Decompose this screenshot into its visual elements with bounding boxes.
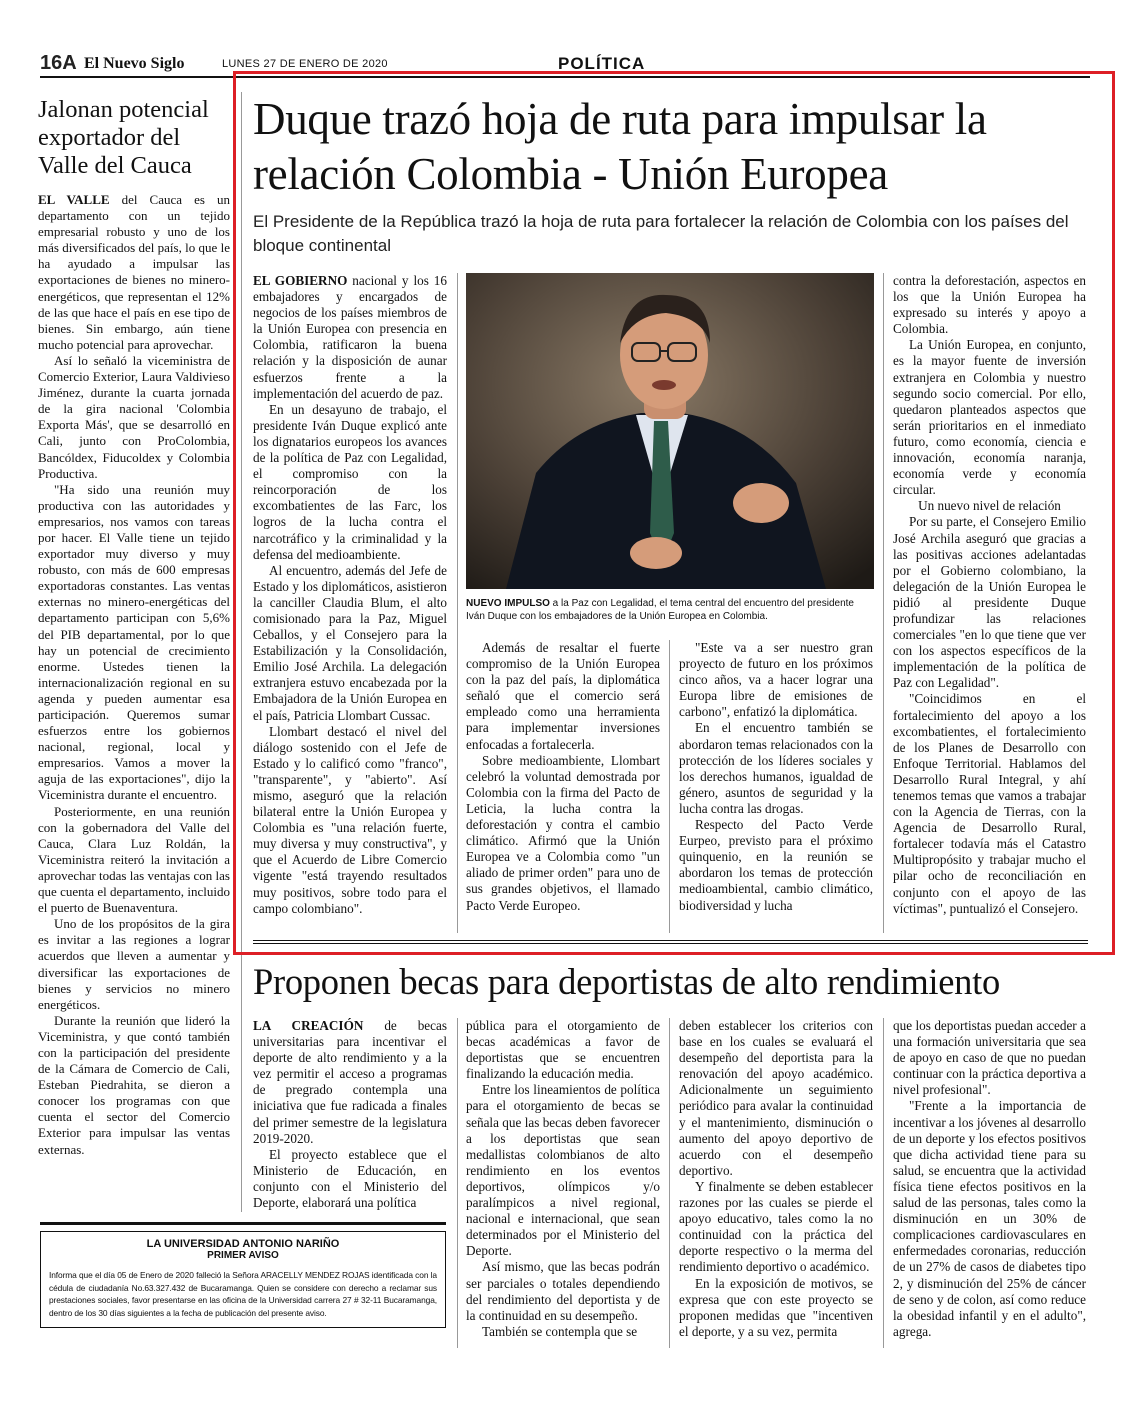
left-article-lead: EL VALLE — [38, 192, 110, 207]
left-article — [38, 96, 230, 1158]
section-name: POLÍTICA — [558, 54, 646, 73]
feature-column-1: EL GOBIERNO nacional y los 16 embajadores y encargados de negocios de los países miembros de la Unión Europea con presencia en Colombia, ratificaron la buena relación y la disposición de aunar esfuerzos frente a la implementación del acuerdo de paz. En un desayuno de trabajo, el presidente Iván Duque explicó ante los dignatarios europeos los avances de la política de Paz con Legalidad, el compromiso con la reincorporación de los excombatientes de las Farc, los logros de la lucha contra el narcotráfico y la criminalidad y la defensa del medioambiente. Al encuentro, además del Jefe de Estado y los diplomáticos, asistieron la canciller Claudia Blum, el alto comisionado para la Paz, Miguel Ceballos, y el Consejero para la Estabilización y la Consolidación, Emilio José Archila. La delegación extranjera estuvo encabezada por la Embajadora de la Unión Europea en el país, Patricia Llombart Cussac. Llombart destacó el nivel del diálogo sostenido con el Jefe de Estado y lo calificó como "franco", "transparente", y "abierto". Así mismo, aseguró que la relación bilateral entre la Unión Europea y Colombia es "una relación fuerte, muy diversa y muy constructiva", y que el Acuerdo de Libre Comercio vigente "está trayendo resultados muy positivos, sobre todo para el campo colombiano". — [253, 273, 447, 916]
notice-top-rule — [40, 1222, 446, 1225]
page-number: 16A — [40, 52, 77, 74]
left-article-paragraph: "Ha sido una reunión muy productiva con las autoridades y empresarios, nos vamos con tareas por hacer. El Valle tiene un tejido exportador muy diverso y muy robusto, con más de 600 empresas exportadoras constantes. Las ventas externas no minero-energéticas del departamento participan con 5,6% del PIB departamental, por lo que hay un potencial de crecimiento enorme. Ustedes tienen la internacionalización regional en su agenda y pueden aumentar esa participación. Queremos sumar esfuerzos entre los gobiernos nacional, regional, local y empresarios. Vamos a mover la aguja de las exportaciones", dijo la Viceministra durante el encuentro. — [38, 481, 230, 803]
obituary-notice — [40, 1222, 446, 1328]
feature-title: Duque trazó hoja de ruta para impulsar la relación Colombia - Unión Europea — [253, 94, 987, 199]
column-divider — [457, 1018, 458, 1348]
feature-subtitle: El Presidente de la República trazó la hoja de ruta para fortalecer la relación de Colombia con los países del bloque continental — [253, 212, 1069, 255]
left-article-paragraph: Durante la reunión que lideró la Viceministra, y que contó también con la participación del presidente de la Cámara de Comercio de Cali, Esteban Piedrahita, se dieron a conocer los programas con que cuenta el sector del Comercio Exterior para impulsar las ventas externas. — [38, 1012, 230, 1157]
feature-column-2: Además de resaltar el fuerte compromiso de la Unión Europea con la paz del país, la diplomática señaló que el comercio será empleado como una herramienta para implementar inversiones enfocadas a fortalecerla. Sobre medioambiente, Llombart celebró la voluntad demostrada por Colombia con la firma del Pacto de Leticia, la lucha contra la deforestación y contra el cambio climático. Afirmó que la Unión Europea ve a Colombia como "un aliado de primer orden" para uno de sus grandes objetivos, el llamado Pacto Verde Europeo. — [466, 640, 660, 913]
second-column-4: que los deportistas puedan acceder a una formación universitaria que sea de apoyo en caso de que no puedan continuar con la práctica deportiva a nivel profesional". "Frente a la importancia de incentivar a los jóvenes al desarrollo de un deporte y los efectos positivos que dicha actividad tiene para su salud, se encuentra que la actividad física tiene efectos positivos en la salud de las personas, tales como la disminución en un 30% de complicaciones cardiovasculares en enfermedades coronarias, reducción de un 27% de casos de diabetes tipo 2, y disminución del 25% de cáncer de seno y de colon, así como reduce la obesidad infantil y en el adulto", agrega. — [893, 1018, 1086, 1339]
feature-column-3: "Este va a ser nuestro gran proyecto de futuro en los próximos cinco años, va a hacer lograr una Europa libre de emisiones de carbono", enfatizó la diplomática. En el encuentro también se abordaron temas relacionados con la protección de los líderes sociales y los derechos humanos, igualdad de género, asuntos de seguridad y la lucha contra las drogas. Respecto del Pacto Verde Eurpeo, previsto para el próximo quinquenio, en la reunión se abordaron los temas de protección medioambiental, cambio climático, biodiversidad y lucha — [679, 640, 873, 913]
issue-date: LUNES 27 DE ENERO DE 2020 — [222, 58, 388, 70]
second-column-3: deben establecer los criterios con base en los cuales se evaluará el desempeño del deportista para la renovación del apoyo académico. Adicionalmente un seguimiento periódico para avalar la continuidad y el mantenimiento, disminución o aumento del apoyo deportivo de acuerdo con el desempeño deportivo. Y finalmente se deben establecer razones por las cuales se pierde el apoyo educativo, tales como la no continuidad con la práctica del deporte respectivo o la merma del rendimiento deportivo o académico. En la exposición de motivos, se expresa que con este proyecto se proponen medidas que "incentiven el deporte, y a su vez, permita — [679, 1018, 873, 1339]
highlight-frame — [233, 71, 1115, 955]
notice-subtitle: PRIMER AVISO — [207, 1250, 279, 1261]
notice-title: LA UNIVERSIDAD ANTONIO NARIÑO — [146, 1238, 340, 1250]
caption-lead: NUEVO IMPULSO — [466, 598, 550, 609]
left-article-title: Jalonan potencial exportador del Valle del Cauca — [38, 96, 209, 179]
left-article-paragraph: Posteriormente, en una reunión con la gobernadora del Valle del Cauca, Clara Luz Roldán, la Viceministra reiteró la invitación a aprovechar todas las ventajas con las que cuenta el departamento, incluido el puerto de Buenaventura. — [38, 803, 230, 916]
notice-text: Informa que el día 05 de Enero de 2020 falleció la Señora ARACELLY MENDEZ ROJAS identificada con la cédula de ciudadanía No.63.327.432 de Bucaramanga. Quien se considere con derecho a reclamar sus prestaciones sociales, favor presentarse en las oficina de la Universidad carrera 27 # 32-11 Bucaramanga, dentro de los 30 días siguientes a la fecha de publicación del presente aviso. — [49, 1270, 437, 1318]
second-column-2: pública para el otorgamiento de becas académicas a favor de deportistas que se encuentren finalizando la educación media. Entre los lineamientos de política para el otorgamiento de becas se señala que las becas deben favorecer a los deportistas que sean medallistas colombianos de alto rendimiento en los eventos deportivos, olímpicos y/o paralímpicos a nivel regional, nacional e internacional, que sean determinados por el Ministerio del Deporte. Así mismo, que las becas podrán ser parciales o totales dependiendo del rendimiento del deportista y de la continuidad en su desempeño. También se contempla que se — [466, 1018, 660, 1339]
second-article-lead: LA CREACIÓN — [253, 1018, 364, 1033]
left-article-paragraph: EL VALLE del Cauca es un departamento con un tejido empresarial robusto y uno de los más diversificados del país, lo que le ha ayudado a impulsar las exportaciones de bienes no minero-energéticos, que representan el 12% de las que hace el país en ese tipo de bienes. Sin embargo, aún tiene mucho potencial para aprovechar. — [38, 192, 230, 352]
second-article-title: Proponen becas para deportistas de alto rendimiento — [253, 961, 1000, 1002]
feature-subhead: Un nuevo nivel de relación — [918, 498, 1061, 514]
left-article-paragraph: Uno de los propósitos de la gira es invitar a las regiones a lograr acuerdos que lleven a aumentar y diversificar las exportaciones de bienes y servicios no minero energéticos. — [38, 916, 230, 1012]
feature-lead: EL GOBIERNO — [253, 273, 348, 288]
newspaper-name: El Nuevo Siglo — [84, 55, 185, 72]
second-column-1: LA CREACIÓN de becas universitarias para incentivar el deporte de alto rendimiento y a la vez permitir el acceso a programas de pregrado contempla una iniciativa que fue radicada a finales del primer semestre de la legislatura 2019-2020. El proyecto establece que el Ministerio de Educación, en conjunto con el Ministerio del Deporte, elaborará una política — [253, 1018, 447, 1211]
notice-box — [40, 1231, 446, 1328]
photo-caption: NUEVO IMPULSO a la Paz con Legalidad, el tema central del encuentro del presidente Iván Duque con los embajadores de la Unión Europea en Colombia. — [466, 598, 854, 622]
column-divider — [669, 1018, 670, 1348]
column-divider — [883, 1018, 884, 1348]
left-article-paragraph: Así lo señaló la viceministra de Comercio Exterior, Laura Valdivieso Jiménez, durante la cuarta jornada de la gira nacional 'Colombia Exporta Más', que se desarrolló en Cali, junto con ProColombia, Bancóldex, Fiducoldex y Colombia Productiva. — [38, 352, 230, 481]
feature-column-4: contra la deforestación, aspectos en los que la Unión Europea ha expresado su interés y apoyo a Colombia. La Unión Europea, en conjunto, es la mayor fuente de inversión extranjera en Colombia y nuestro segundo socio comercial. Por ello, quedaron planteados aspectos que serán prioritarios en el inmediato futuro, como economía, ciencia e innovación, economía naranja, economía verde y economía circular. Un nuevo nivel de relación Por su parte, el Consejero Emilio José Archila aseguró que gracias a las positivas acciones adelantadas por el Gobierno colombiano, la delegación de la Unión Europea le pidió al presidente Duque profundizar las relaciones comerciales "en lo que tiene que ver con los aspectos específicos de la implementación de la política de Paz con Legalidad". "Coincidimos en el fortalecimiento del apoyo a los excombatientes, el fortalecimiento de los Planes de Desarrollo con Enfoque Territorial. Hablamos del Desarrollo Rural Integral, y ahí tenemos temas que vamos a trabajar con la Agencia de Tierras, con la Agencia de Desarrollo Rural, fortalecer todavía más el Catastro Multipropósito y trabajar mucho el pilar ocho de reconciliación en conjunto con el apoyo de las víctimas", puntualizó el Consejero. — [893, 273, 1086, 916]
